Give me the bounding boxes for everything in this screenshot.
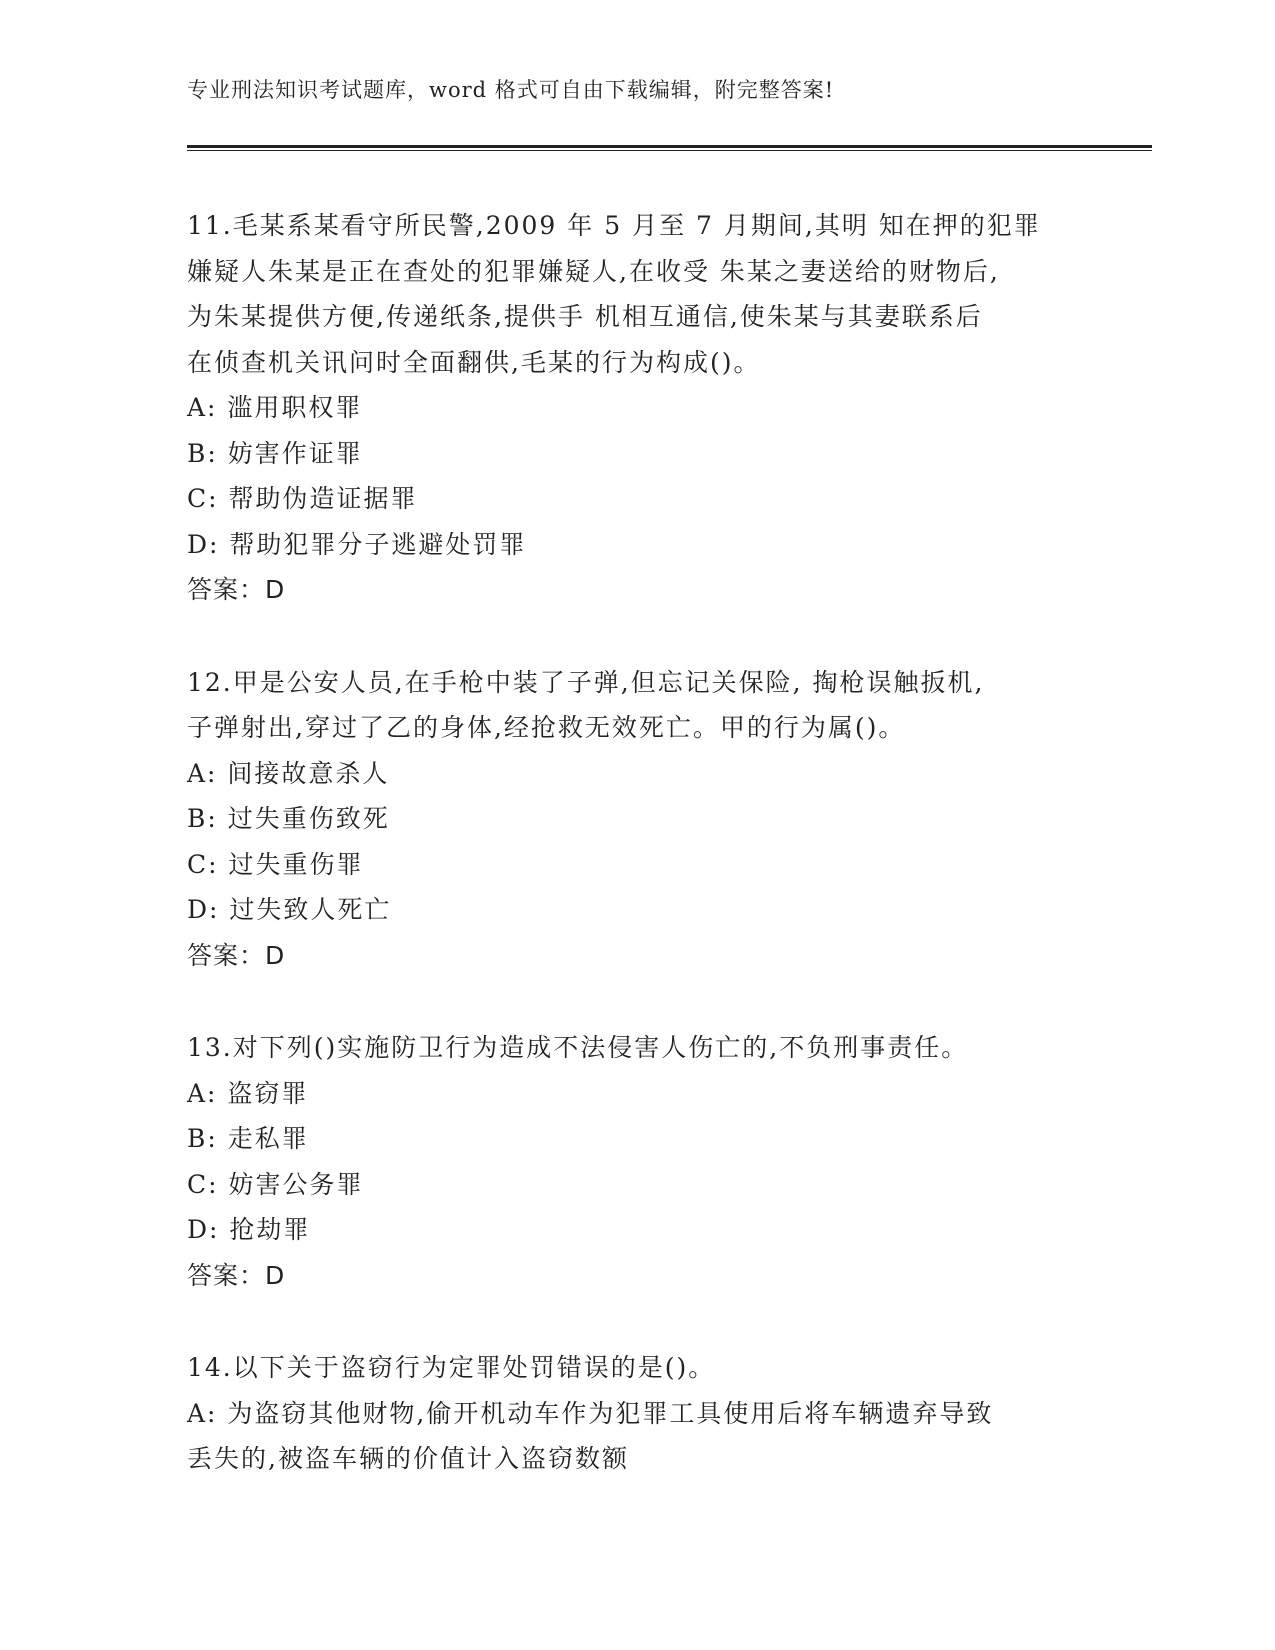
stem-line: 为朱某提供方便,传递纸条,提供手 机相互通信,使朱某与其妻联系后: [187, 302, 983, 331]
question-list: [187, 203, 1087, 1529]
answer-line: 答案：D: [187, 575, 286, 604]
option-b: B: 走私罪: [187, 1124, 309, 1153]
question-stem: [187, 203, 1087, 385]
question-stem: [187, 1345, 1087, 1391]
option-a: [187, 1391, 1087, 1482]
option-a: A: 间接故意杀人: [187, 758, 390, 788]
option-c: C: 帮助伪造证据罪: [187, 484, 418, 513]
option-a: A: 盗窃罪: [187, 1078, 309, 1108]
answer-line: 答案：D: [187, 940, 286, 970]
question-14: [187, 1345, 1087, 1482]
question-13: [187, 1025, 1087, 1298]
option-a: A: 滥用职权罪: [187, 393, 363, 422]
question-11: [187, 203, 1087, 613]
stem-line: 嫌疑人朱某是正在查处的犯罪嫌疑人,在收受 朱某之妻送给的财物后,: [187, 256, 1000, 286]
option-d: D: 帮助犯罪分子逃避处罚罪: [187, 529, 527, 559]
question-stem: [187, 660, 1087, 751]
stem-line: 12.甲是公安人员,在手枪中装了子弹,但忘记关保险, 掏枪误触扳机,: [187, 667, 985, 697]
page-header-text: 专业刑法知识考试题库，word 格式可自由下载编辑，附完整答案!: [187, 78, 835, 102]
stem-line: 子弹射出,穿过了乙的身体,经抢救无效死亡。甲的行为属()。: [187, 713, 906, 742]
option-line: A: 为盗窃其他财物,偷开机动车作为犯罪工具使用后将车辆遗弃导致: [187, 1398, 994, 1428]
stem-line: 11.毛某系某看守所民警,2009 年 5 月至 7 月期间,其明 知在押的犯罪: [187, 211, 1041, 240]
answer-line: 答案：D: [187, 1260, 286, 1290]
question-12: [187, 660, 1087, 979]
option-c: C: 妨害公务罪: [187, 1169, 364, 1199]
header-rule-thick: [187, 145, 1152, 148]
option-line: 丢失的,被盗车辆的价值计入盗窃数额: [187, 1444, 629, 1473]
option-b: B: 过失重伤致死: [187, 804, 390, 833]
stem-line: 13.对下列()实施防卫行为造成不法侵害人伤亡的,不负刑事责任。: [187, 1033, 969, 1062]
option-c: C: 过失重伤罪: [187, 849, 364, 879]
header-rule-thin: [187, 150, 1152, 151]
question-stem: [187, 1025, 1087, 1071]
option-b: B: 妨害作证罪: [187, 438, 363, 468]
option-d: D: 抢劫罪: [187, 1215, 311, 1244]
option-d: D: 过失致人死亡: [187, 895, 392, 924]
stem-line: 在侦查机关讯问时全面翻供,毛某的行为构成()。: [187, 347, 761, 377]
stem-line: 14.以下关于盗窃行为定罪处罚错误的是()。: [187, 1353, 716, 1382]
